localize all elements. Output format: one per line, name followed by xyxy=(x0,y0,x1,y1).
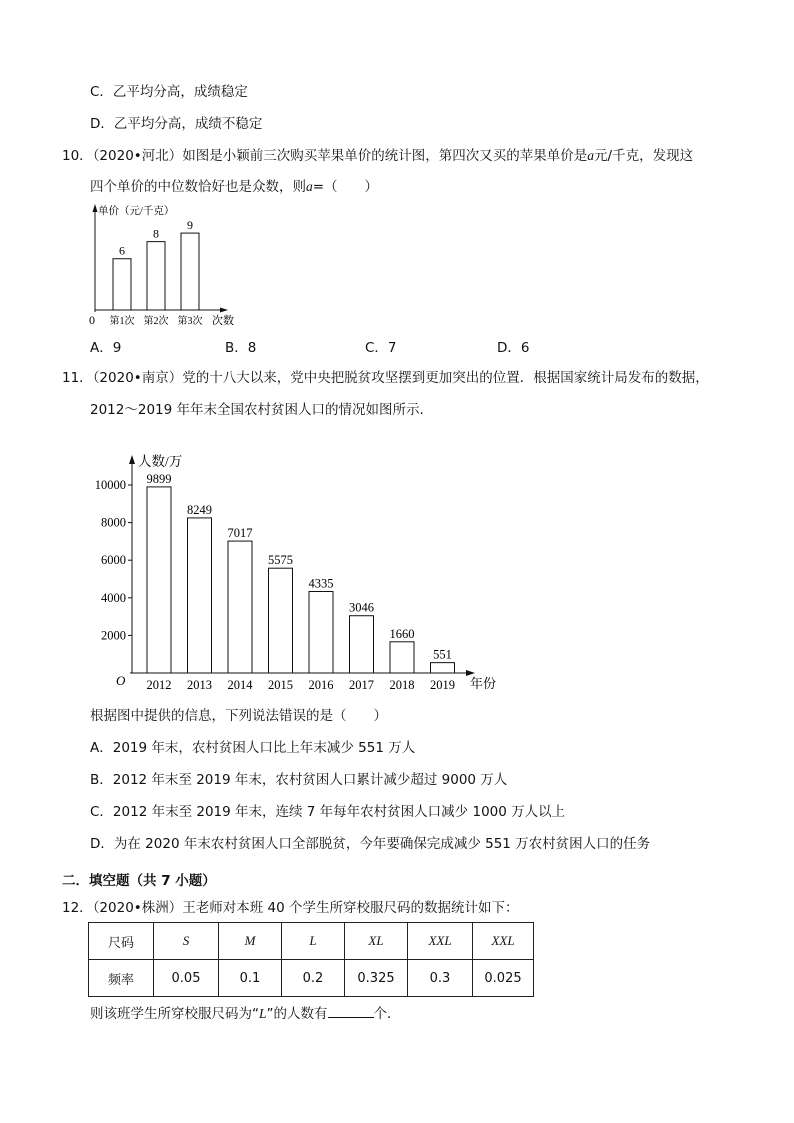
x-axis-arrow xyxy=(220,308,228,313)
question-11-option-c[interactable]: C．2012 年末至 2019 年末，连续 7 年每年农村贫困人口减少 1000 万人以上 xyxy=(90,804,566,820)
bar xyxy=(269,568,293,673)
x-tick-label: 2016 xyxy=(308,678,334,692)
bar xyxy=(309,592,333,673)
question-source: （2020•株洲） xyxy=(92,900,183,916)
question-number: 10． xyxy=(62,148,93,164)
bar xyxy=(188,518,212,673)
y-axis-label: 人数/万 xyxy=(138,454,183,469)
x-tick-label: 2014 xyxy=(227,678,253,692)
question-11-option-a[interactable]: A．2019 年末，农村贫困人口比上年末减少 551 万人 xyxy=(90,740,416,756)
x-tick-label: 2013 xyxy=(187,678,212,692)
question-12-line1: 12．（2020•株洲）王老师对本班 40 个学生所穿校服尺码的数据统计如下： xyxy=(62,900,519,916)
question-10-line1: 10．（2020•河北）如图是小颖前三次购买苹果单价的统计图，第四次又买的苹果单价是a元/千克，发现这 xyxy=(62,148,694,164)
y-tick-label: 4000 xyxy=(101,590,126,605)
option-c[interactable]: C．7 xyxy=(365,340,397,356)
x-axis-label: 年份 xyxy=(470,676,497,691)
question-number: 12． xyxy=(62,900,93,916)
bar xyxy=(181,233,199,310)
size-frequency-table xyxy=(88,922,534,997)
bar xyxy=(113,259,131,310)
table-cell: 0.05 xyxy=(154,960,219,997)
table-cell: XL xyxy=(345,923,408,960)
question-11-line1: 11．（2020•南京）党的十八大以来，党中央把脱贫攻坚摆到更加突出的位置．根据国家统计局发布的数据， xyxy=(62,370,709,386)
question-10-options xyxy=(90,336,650,356)
y-tick-label: 6000 xyxy=(101,553,126,568)
table-cell: L xyxy=(282,923,345,960)
option-b[interactable]: B．8 xyxy=(225,340,257,356)
chart11-group xyxy=(95,453,496,692)
x-axis-label: 次数 xyxy=(212,315,234,327)
x-tick-label: 第2次 xyxy=(143,316,169,327)
data-label: 3046 xyxy=(349,600,374,615)
data-label: 8 xyxy=(153,226,159,241)
answer-blank[interactable] xyxy=(328,1003,374,1018)
table-cell: XXL xyxy=(408,923,473,960)
question-source: （2020•河北） xyxy=(92,148,183,164)
y-tick-label: 8000 xyxy=(101,515,126,530)
chart10-group xyxy=(89,204,234,327)
question-number: 11． xyxy=(62,370,93,386)
x-tick-label: 第1次 xyxy=(109,316,135,327)
table-cell: M xyxy=(219,923,282,960)
data-label: 8249 xyxy=(187,502,212,517)
table-row xyxy=(89,923,534,960)
origin-label: O xyxy=(116,673,126,688)
y-axis-arrow xyxy=(93,204,98,212)
section-title: 二．填空题（共 7 小题） xyxy=(62,873,216,889)
data-label: 5575 xyxy=(268,553,293,568)
question-11-option-d[interactable]: D．为在 2020 年末农村贫困人口全部脱贫，今年要确保完成减少 551 万农村贫困人口的任务 xyxy=(90,836,651,852)
table-cell: S xyxy=(154,923,219,960)
question-12-answer-line: 则该班学生所穿校服尺码为“L”的人数有 个． xyxy=(90,1003,401,1024)
bar xyxy=(390,642,414,673)
table-cell: 0.025 xyxy=(473,960,534,997)
bar xyxy=(147,487,171,673)
y-tick-label: 10000 xyxy=(94,478,126,492)
x-tick-label: 2019 xyxy=(430,678,455,692)
table-cell: 尺码 xyxy=(89,923,154,960)
option-a[interactable]: A．9 xyxy=(90,340,122,356)
data-label: 9 xyxy=(187,218,193,233)
bar xyxy=(147,242,165,310)
data-label: 6 xyxy=(119,243,125,258)
x-tick-label: 第3次 xyxy=(177,316,203,327)
table-cell: 0.325 xyxy=(345,960,408,997)
data-label: 7017 xyxy=(227,526,253,541)
table-cell: 0.3 xyxy=(408,960,473,997)
option-d-prev: D．乙平均分高，成绩不稳定 xyxy=(90,116,263,132)
question-source: （2020•南京） xyxy=(92,370,183,386)
x-tick-label: 2017 xyxy=(349,678,374,692)
table-cell: 0.2 xyxy=(282,960,345,997)
y-axis-label: 单价（元/千克） xyxy=(98,206,175,217)
question-11-line2: 2012～2019 年年末全国农村贫困人口的情况如图所示． xyxy=(90,402,434,418)
option-c-prev: C．乙平均分高，成绩稳定 xyxy=(90,84,248,100)
data-label: 551 xyxy=(433,647,452,662)
bar xyxy=(350,616,374,673)
table-cell: 0.1 xyxy=(219,960,282,997)
origin-label: 0 xyxy=(89,313,95,327)
data-label: 1660 xyxy=(389,626,415,641)
table-row xyxy=(89,960,534,997)
table-cell: 频率 xyxy=(89,960,154,997)
x-tick-label: 2018 xyxy=(389,678,415,692)
option-d[interactable]: D．6 xyxy=(497,340,530,356)
data-label: 4335 xyxy=(308,576,334,591)
y-axis-arrow xyxy=(129,455,135,464)
bar xyxy=(431,663,455,673)
question-11-option-b[interactable]: B．2012 年末至 2019 年末，农村贫困人口累计减少超过 9000 万人 xyxy=(90,772,508,788)
y-tick-label: 2000 xyxy=(101,628,126,643)
data-label: 9899 xyxy=(146,471,172,486)
question-10-line2: 四个单价的中位数恰好也是众数，则a=（ ） xyxy=(90,179,379,195)
question-11-prompt: 根据图中提供的信息，下列说法错误的是（ ） xyxy=(90,708,387,724)
bar xyxy=(228,541,252,673)
x-tick-label: 2012 xyxy=(146,678,172,692)
x-tick-label: 2015 xyxy=(268,678,293,692)
table-cell: XXL xyxy=(473,923,534,960)
